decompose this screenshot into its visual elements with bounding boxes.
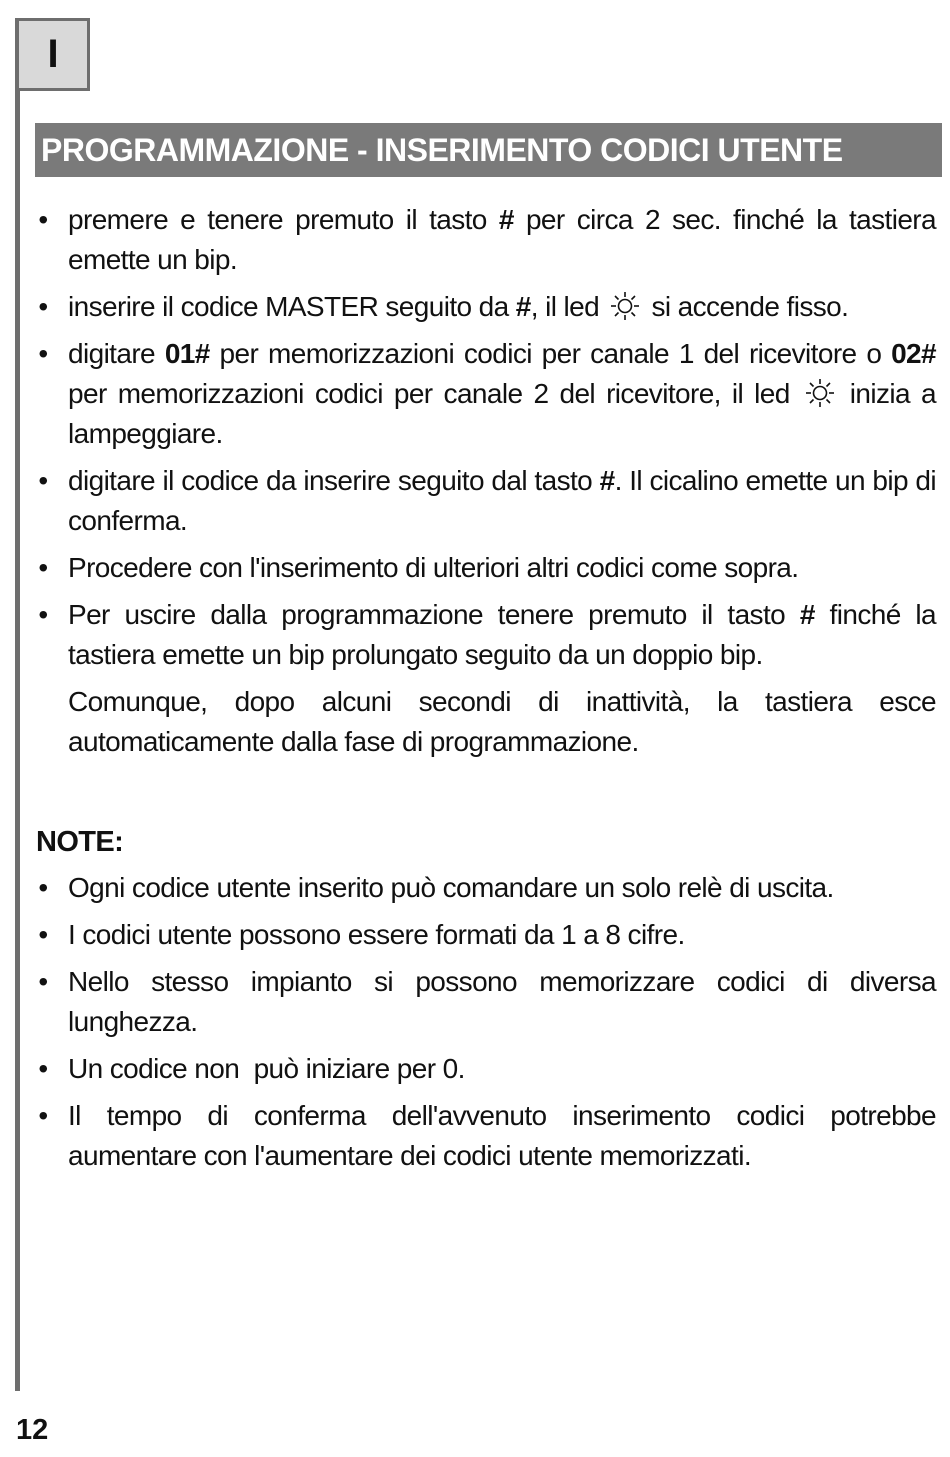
bullet: • [38,872,48,903]
steps-list [36,200,936,675]
section-title-bar [35,123,942,177]
page-number: 12 [16,1414,49,1446]
bullet: • [38,204,48,235]
sun-led-icon [610,291,640,321]
section-title: PROGRAMMAZIONE - INSERIMENTO CODICI UTENTE [41,131,843,168]
list-item: • digitare 01# per memorizzazioni codici per canale 1 del ricevitore o 02# per memorizzazioni codici per canale 2 del ricevitore, il led inizia a lampeggiare. [36,334,936,454]
bullet: • [38,465,48,496]
list-item: • I codici utente possono essere formati da 1 a 8 cifre. [36,915,936,955]
language-tag: I [47,32,59,76]
list-item: • premere e tenere premuto il tasto # per circa 2 sec. finché la tastiera emette un bip. [36,200,936,280]
notes-list [36,868,936,1176]
list-item: • Procedere con l'inserimento di ulteriori altri codici come sopra. [36,548,936,588]
bullet: • [38,919,48,950]
bullet: • [38,291,48,322]
list-item: • inserire il codice MASTER seguito da #, il led si accende fisso. [36,287,936,327]
content [36,200,936,1183]
bullet: • [38,552,48,583]
list-item: • Il tempo di conferma dell'avvenuto inserimento codici potrebbe aumentare con l'aumentare dei codici utente memorizzati. [36,1096,936,1176]
bullet: • [38,338,48,369]
timeout-paragraph: Comunque, dopo alcuni secondi di inattività, la tastiera esce automaticamente dalla fase di programmazione. [68,686,936,757]
bullet: • [38,966,48,997]
language-tab [19,18,90,91]
notes-title: NOTE: [36,826,124,858]
bullet: • [38,1053,48,1084]
sun-led-icon [805,378,835,408]
list-item: • Nello stesso impianto si possono memorizzare codici di diversa lunghezza. [36,962,936,1042]
side-rule [15,18,20,1391]
list-item: • Ogni codice utente inserito può comandare un solo relè di uscita. [36,868,936,908]
bullet: • [38,1100,48,1131]
list-item: • Un codice non può iniziare per 0. [36,1049,936,1089]
list-item: • Per uscire dalla programmazione tenere premuto il tasto # finché la tastiera emette un bip prolungato seguito da un doppio bip. [36,595,936,675]
list-item: • digitare il codice da inserire seguito dal tasto #. Il cicalino emette un bip di conferma. [36,461,936,541]
bullet: • [38,599,48,630]
